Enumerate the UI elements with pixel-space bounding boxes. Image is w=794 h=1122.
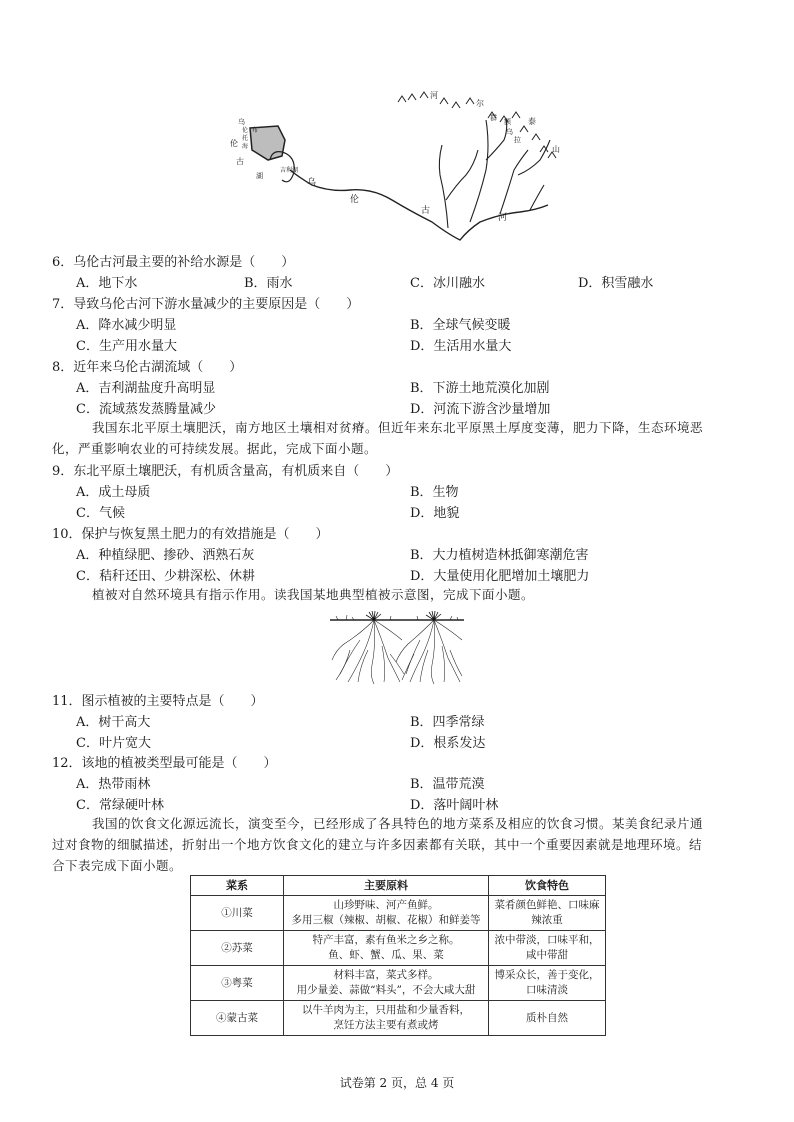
question-number: 7．: [52, 297, 74, 312]
cuisine-feature: 质朴自然: [489, 1001, 606, 1036]
option-a[interactable]: A．地下水: [76, 276, 138, 291]
passage-2: 植被对自然环境具有指示作用。读我国某地典型植被示意图，完成下面小题。: [92, 587, 535, 602]
table-header-cell: 饮食特色: [489, 876, 606, 896]
ulungur-river: [290, 170, 548, 240]
table-row: [191, 896, 606, 931]
map-label: 海: [242, 143, 249, 150]
table-row: [191, 931, 606, 966]
question-12: [52, 752, 277, 771]
table-header-cell: 主要原料: [284, 876, 489, 896]
option-d[interactable]: D．大量使用化肥增加土壤肥力: [410, 569, 590, 584]
map-label: 山: [552, 145, 560, 154]
map-label: 托: [242, 135, 249, 142]
option-a[interactable]: A．种植绿肥、掺砂、洒熟石灰: [76, 548, 255, 563]
map-label: 尔: [476, 99, 484, 108]
map-label: 泰: [528, 117, 536, 126]
table-header-cell: 菜系: [191, 876, 284, 896]
question-stem: 乌伦古河最主要的补给水源是（ ）: [73, 255, 295, 270]
option-c[interactable]: C．叶片宽大: [76, 736, 151, 751]
question-8: [52, 356, 242, 375]
option-d[interactable]: D．根系发达: [410, 736, 486, 751]
question-number: 10．: [52, 527, 82, 542]
map-label: 乌: [307, 178, 317, 188]
question-stem: 图示植被的主要特点是（ ）: [81, 694, 264, 709]
map-label: 吉利湖: [280, 167, 299, 174]
option-b[interactable]: B．雨水: [244, 276, 293, 291]
option-d[interactable]: D．生活用水量大: [410, 339, 512, 354]
map-label: 河: [498, 213, 508, 223]
question-stem: 导致乌伦古河下游水量减少的主要原因是（ ）: [73, 297, 360, 312]
map-label: 布: [252, 127, 259, 134]
map-label: 伦: [350, 195, 360, 205]
cuisine-name: ①川菜: [191, 896, 284, 931]
cuisine-name: ③粤菜: [191, 966, 284, 1001]
map-label: 湖: [256, 172, 263, 180]
option-c[interactable]: C．秸秆还田、少耕深松、休耕: [76, 569, 255, 584]
table-row: [191, 1001, 606, 1036]
option-b[interactable]: B．下游土地荒漠化加剧: [410, 381, 550, 396]
option-a[interactable]: A．吉利湖盐度升高明显: [76, 381, 216, 396]
option-d[interactable]: D．积雪融水: [578, 276, 654, 291]
cuisine-feature: 浓中带淡，口味平和， 咸中带甜: [489, 931, 606, 966]
map-label: 河: [430, 91, 438, 100]
map-label: 古: [421, 206, 431, 216]
vegetation-root-figure: [330, 610, 464, 686]
option-a[interactable]: A．成土母质: [76, 485, 151, 500]
option-d[interactable]: D．河流下游含沙量增加: [410, 402, 551, 417]
question-number: 8．: [52, 360, 74, 375]
option-b[interactable]: B．温带荒漠: [410, 777, 485, 792]
table-header-row: [191, 876, 606, 896]
cuisine-name: ④蒙古菜: [191, 1001, 284, 1036]
cuisine-table: [190, 875, 606, 1036]
option-c[interactable]: C．气候: [76, 506, 125, 521]
question-9: [52, 460, 398, 479]
question-stem: 保护与恢复黑土肥力的有效措施是（ ）: [81, 527, 329, 542]
question-10: [52, 523, 329, 542]
question-6: [52, 251, 294, 270]
map-label: 额: [504, 118, 511, 126]
tributary: [500, 150, 528, 214]
tributary: [470, 120, 488, 222]
option-a[interactable]: A．树干高大: [76, 715, 151, 730]
cuisine-ingredients: 以牛羊肉为主，只用盐和少量香料， 烹饪方法主要有煮或烤: [284, 1001, 489, 1036]
passage-3: 我国的饮食文化源远流长，演变至今，已经形成了各具特色的地方菜系及相应的饮食习惯。某美食纪录片通过对食物的细腻描述，折射出一个地方饮食文化的建立与许多因素都有关联，其中一个重要因素就是地理环境。结合下表完成下面小题。: [52, 816, 704, 873]
question-11: [52, 690, 264, 709]
option-d[interactable]: D．落叶阔叶林: [410, 798, 499, 813]
cuisine-name: ②苏菜: [191, 931, 284, 966]
option-d[interactable]: D．地貌: [410, 506, 460, 521]
option-c[interactable]: C．生产用水量大: [76, 339, 177, 354]
cuisine-ingredients: 材料丰富，菜式多样。 用少量姜、蒜做“料头”，不会大咸大甜: [284, 966, 489, 1001]
question-number: 6．: [52, 255, 74, 270]
map-label: 古: [236, 157, 244, 166]
option-b[interactable]: B．全球气候变暖: [410, 318, 511, 333]
map-label: 拉: [514, 136, 521, 144]
map-label: 群: [490, 114, 497, 122]
question-number: 9．: [52, 464, 74, 479]
option-c[interactable]: C．冰川融水: [410, 276, 485, 291]
map-label: 伦: [230, 139, 238, 148]
tributary: [446, 150, 478, 200]
map-label: 乌: [238, 118, 245, 126]
question-number: 11．: [52, 694, 82, 709]
passage-1: 我国东北平原土壤肥沃，南方地区土壤相对贫瘠。但近年来东北平原黑土厚度变薄，肥力下降，生态环境恶化，严重影响农业的可持续发展。据此，完成下面小题。: [52, 420, 704, 456]
river-map-figure: [0, 0, 794, 250]
question-stem: 该地的植被类型最可能是（ ）: [81, 756, 277, 771]
tributary: [530, 185, 544, 210]
option-b[interactable]: B．四季常绿: [410, 715, 485, 730]
cuisine-feature: 菜肴颜色鲜艳、口味麻 辣浓重: [489, 896, 606, 931]
table-row: [191, 966, 606, 1001]
map-label: 伦: [242, 127, 249, 134]
question-stem: 近年来乌伦古湖流域（ ）: [73, 360, 243, 375]
tributary: [439, 145, 448, 228]
option-a[interactable]: A．降水减少明显: [76, 318, 177, 333]
question-number: 12．: [52, 756, 82, 771]
question-stem: 东北平原土壤肥沃，有机质含量高，有机质来自（ ）: [73, 464, 399, 479]
option-c[interactable]: C．常绿硬叶林: [76, 798, 164, 813]
map-label: 乌: [506, 128, 513, 136]
page-footer: 试卷第 2 页，总 4 页: [339, 1076, 455, 1090]
option-b[interactable]: B．生物: [410, 485, 459, 500]
question-7: [52, 293, 359, 312]
option-c[interactable]: C．流域蒸发蒸腾量减少: [76, 402, 216, 417]
cuisine-ingredients: 山珍野味、河产鱼鲜。 多用三椒（辣椒、胡椒、花椒）和鲜姜等: [284, 896, 489, 931]
cuisine-ingredients: 特产丰富，素有鱼米之乡之称。 鱼、虾、蟹、瓜、果、菜: [284, 931, 489, 966]
cuisine-feature: 博采众长，善于变化， 口味清淡: [489, 966, 606, 1001]
option-b[interactable]: B．大力植树造林抵御寒潮危害: [410, 548, 589, 563]
option-a[interactable]: A．热带雨林: [76, 777, 151, 792]
